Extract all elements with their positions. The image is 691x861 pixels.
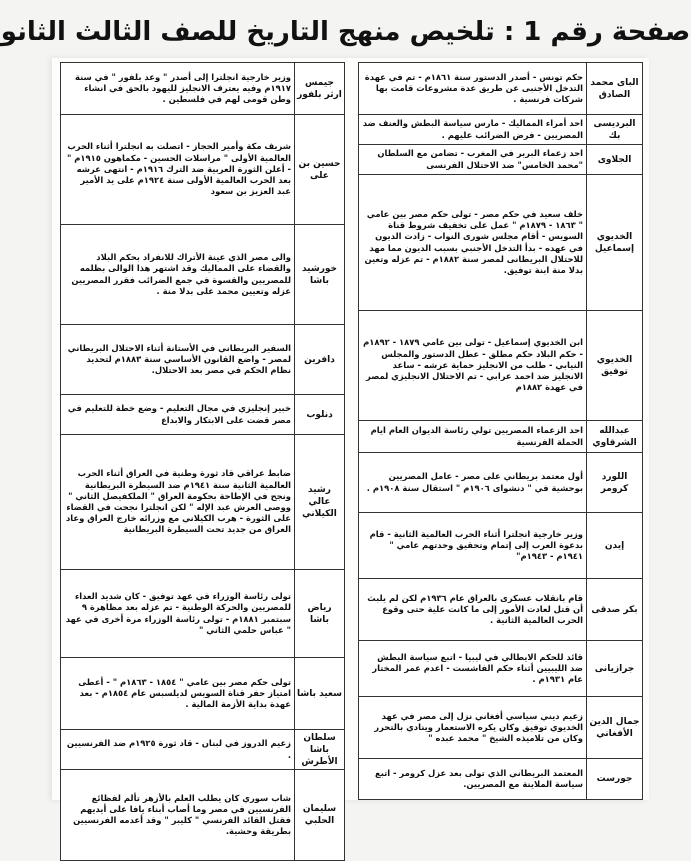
table-row bbox=[61, 115, 344, 225]
description-text: المعتمد البريطاني الذي تولى بعد عزل كرومر - اتبع سياسة الملاينة مع المصريين. bbox=[374, 767, 583, 789]
person-description bbox=[61, 63, 294, 114]
person-name: رياض باشا bbox=[294, 570, 344, 657]
description-text: قائد للحكم الايطالي في ليبيا - اتبع سياسة البطش ضد الليبيين أثناء حكم الفاشست - اعدم عمر المختار عام ١٩٣١م . bbox=[372, 651, 583, 685]
table-row bbox=[61, 770, 344, 860]
description-text: زعيم ديني سياسي أفغاني نزل إلى مصر في عهد الخديوي توفيق وكان يكره الاستعمار وينادي بالتحرر وكان من تلاميذه الشيخ " محمد عبده " bbox=[374, 710, 583, 744]
right-table bbox=[358, 62, 643, 800]
table-row bbox=[359, 641, 642, 697]
description-text: قام بانقلاب عسكرى بالعراق عام ١٩٣٦م لكن لم يلبث أن قتل لعادت الأمور إلى ما كانت علية حتى وقوع الحرب العالمية الثانية . bbox=[367, 592, 583, 626]
table-row bbox=[359, 759, 642, 799]
table-row bbox=[359, 115, 642, 145]
person-name: سلطان باشا الأطرش bbox=[294, 730, 344, 769]
description-text: وزير خارجية انجلترا إلى أصدر " وعد بلفور " في سنة ١٩١٧م وفيه يعترف الانجليز لليهود بالحق في انشاء وطن قومى لهم في فلسطين . bbox=[75, 71, 291, 105]
table-row bbox=[359, 513, 642, 579]
description-text: خبير إنجليزي في مجال التعليم - وضع خطة للتعليم في مصر قضت على الابتكار والابداع bbox=[67, 403, 291, 425]
person-name: الباى محمد الصادق bbox=[586, 63, 642, 114]
person-name: بكر صدقى bbox=[586, 579, 642, 640]
person-name: جرازيانى bbox=[586, 641, 642, 696]
description-text: تولى حكم مصر بين عامي " ١٨٥٤ - ١٨٦٣م " - أعطى امتياز حفر قناة السويس لديلسبس عام ١٨٥٤م - بعد عهدة بداية الأزمة المالية . bbox=[78, 676, 291, 710]
person-description bbox=[359, 145, 586, 174]
page-title: صفحة رقم 1 : تلخيص منهج التاريخ للصف الثالث الثانو bbox=[0, 17, 691, 47]
person-name: عبدالله الشرقاوي bbox=[586, 421, 642, 452]
person-name: الخديوي توفيق bbox=[586, 311, 642, 420]
table-row bbox=[359, 63, 642, 115]
left-table bbox=[60, 62, 345, 861]
person-name: دافرين bbox=[294, 325, 344, 394]
person-name: جمال الدين الأفغاني bbox=[586, 697, 642, 758]
description-text: السفير البريطاني في الأستانة أثناء الاحتلال البريطاني لمصر - واضع القانون الأساسي سنة ١٨٨٣م لتحديد نظام الحكم في مصر بعد الاحتلال. bbox=[67, 342, 291, 376]
person-description bbox=[359, 115, 586, 144]
person-name: جورست bbox=[586, 759, 642, 799]
person-name: رشيد عالي الكيلاني bbox=[294, 435, 344, 569]
table-row bbox=[359, 453, 642, 513]
description-text: وزير خارجية انجلترا أثناء الحرب العالمية الثانية - قام بدعوة العرب إلى إتمام وتحقيق وحدتهم عامي " ١٩٤١م - ١٩٤٣م" bbox=[369, 528, 583, 562]
person-description bbox=[61, 658, 294, 729]
table-row bbox=[61, 63, 344, 115]
person-name: حسين بن على bbox=[294, 115, 344, 224]
description-text: احد أمراء المماليك - مارس سياسة البطش والعنف ضد المصريين - فرض الضرائب عليهم . bbox=[362, 118, 583, 140]
table-row bbox=[61, 570, 344, 658]
person-description bbox=[61, 730, 294, 769]
table-row bbox=[61, 325, 344, 395]
person-description bbox=[61, 325, 294, 394]
description-text: خلف سعيد في حكم مصر - تولى حكم مصر بين عامي " ١٨٦٣ - ١٨٧٩م " عمل على تخفيف شروط قناة السويس - أقام مجلس شورى النواب - زادت الديون في عهده - بدأ التدخل الأجنبي بسبب الديون مما مهد للاحتلال البريطانى لمصر سنة ١٨٨٢م - تم عزله وتعين بدلا منة ابنة توفيق. bbox=[364, 208, 583, 275]
description-text: ابن الخديوي إسماعيل - تولى بين عامي ١٨٧٩ - ١٨٩٢م - حكم البلاد حكم مطلق - عطل الدستور والمجلس النيابي - طلب من الانجليز حماية عرشه - ساعد الانجليز ضد احمد عرابي - تم الاحتلال الانجليزي لمصر في عهدة ١٨٨٢م bbox=[363, 337, 583, 393]
table-row bbox=[359, 579, 642, 641]
description-text: زعيم الدروز في لبنان - قاد ثورة ١٩٢٥م ضد الفرنسيين . bbox=[66, 738, 291, 760]
description-text: احد الزعماء المصريين تولي رئاسة الديوان العام ايام الحملة الفرنسية bbox=[370, 425, 583, 447]
person-description bbox=[61, 435, 294, 569]
person-name: الخديوي إسماعيل bbox=[586, 175, 642, 310]
description-text: ضابط عراقي قاد ثورة وطنية في العراق أثناء الحرب العالمية الثانية سنة ١٩٤١م ضد السيطرة البريطانية ونجح في الإطاحة بحكومة العراق " الملكفيصل الثاني " ووصى العرش عبد الإله " لكن انجلترا نجحت في القضاء على الثورة - هرب الكيلاني مع وزرائه خارج العراق وعاد العراق من جديد تحت السيطرة البريطانية bbox=[65, 468, 291, 535]
person-description bbox=[359, 421, 586, 452]
person-description bbox=[359, 63, 586, 114]
person-name: الجلاوى bbox=[586, 145, 642, 174]
person-name: جيمس ارثر بلفور bbox=[294, 63, 344, 114]
table-row bbox=[61, 730, 344, 770]
person-description bbox=[359, 641, 586, 696]
person-name: دنلوب bbox=[294, 395, 344, 434]
description-text: والى مصر الذي عينة الأتراك للانفراد بحكم البلاد والقضاء على المماليك وقد اشتهر هذا الوالى بظلمه للمصريين والقسوة في جمع الضرائب فقرر المصريين عزله وتعيين محمد على بدلا منة . bbox=[71, 252, 291, 296]
table-row bbox=[61, 435, 344, 570]
person-name: سليمان الحلبي bbox=[294, 770, 344, 860]
person-name: البرديسى بك bbox=[586, 115, 642, 144]
person-description bbox=[61, 570, 294, 657]
description-text: حكم تونس - أصدر الدستور سنة ١٨٦١م - تم في عهدة التدخل الأجنبى عن طريق عدة مشروعات قامت بها شركات فرنسية . bbox=[364, 71, 583, 105]
person-description bbox=[359, 513, 586, 578]
person-name: إيدن bbox=[586, 513, 642, 578]
person-description bbox=[359, 697, 586, 758]
table-row bbox=[359, 175, 642, 311]
description-text: أول معتمد بريطاني على مصر - عامل المصريين بوحشية في " دنشواى ١٩٠٦م " استقال سنة ١٩٠٨م . bbox=[366, 471, 583, 493]
table-row bbox=[359, 697, 642, 759]
person-name: سعيد باشا bbox=[294, 658, 344, 729]
person-description bbox=[359, 579, 586, 640]
table-row bbox=[359, 311, 642, 421]
table-row bbox=[61, 225, 344, 325]
person-description bbox=[61, 225, 294, 324]
table-row bbox=[61, 395, 344, 435]
table-row bbox=[359, 145, 642, 175]
person-description bbox=[359, 453, 586, 512]
table-row bbox=[359, 421, 642, 453]
person-description bbox=[359, 311, 586, 420]
person-name: اللورد كرومر bbox=[586, 453, 642, 512]
person-description bbox=[61, 395, 294, 434]
description-text: شاب سوري كان يطلب العلم بالأزهر تألم لفظائع الفرنسيين في مصر وما أصاب أبناء يافا على أيديهم فقتل القائد الفرنسي " كليبر " وقد أعدمه الفرنسيين بطريقة وحشية. bbox=[73, 792, 291, 837]
person-description bbox=[359, 175, 586, 310]
description-text: احد زعماء البربر في المغرب - تضامن مع السلطان "محمد الخامس" ضد الاحتلال الفرنسى bbox=[377, 148, 583, 170]
person-name: خورشيد باشا bbox=[294, 225, 344, 324]
person-description bbox=[61, 115, 294, 224]
person-description bbox=[359, 759, 586, 799]
description-text: شريف مكة وأمير الحجاز - اتصلت به انجلترا أثناء الحرب العالمية الأولى " مراسلات الحسين - مكماهون ١٩١٥م " - أعلن الثورة العربية ضد الترك ١٩١٦م - انتهى عرشه بعد الحرب العالمية الأولى سنة ١٩٢٤م على يد الأمير عبد العزيز بن سعود bbox=[66, 141, 291, 197]
table-row bbox=[61, 658, 344, 730]
person-description bbox=[61, 770, 294, 860]
description-text: تولى رئاسة الوزراء في عهد توفيق - كان شديد العداء للمصريين والحركة الوطنية - تم عزله بعد مظاهرة ٩ سبتمبر ١٨٨١م - تولى رئاسة الوزراء مرة أخرى في عهد " عباس حلمي الثاني " bbox=[65, 591, 291, 635]
